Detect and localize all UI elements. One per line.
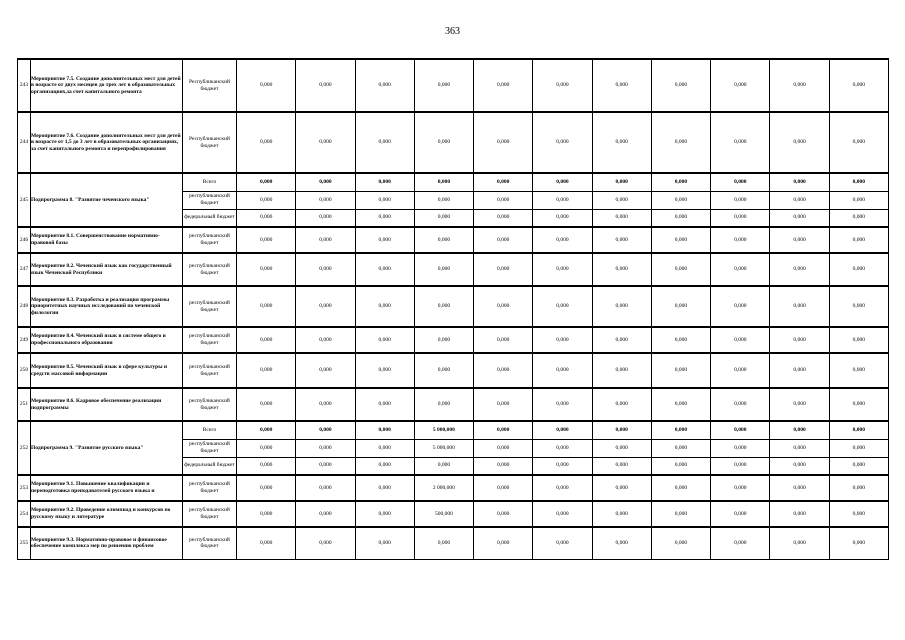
row-number: 255 [18,527,31,559]
amount-cell: 0,000 [414,253,473,286]
amount-cell: 0,000 [592,421,651,439]
amount-cell: 0,000 [533,388,592,421]
amount-cell: 0,000 [414,457,473,475]
table-row [18,501,889,527]
amount-cell: 0,000 [474,388,533,421]
row-name: Подпрограмма 9. "Развитие русского языка" [31,421,183,475]
amount-cell: 0,000 [651,501,710,527]
amount-cell: 0,000 [533,173,592,191]
amount-cell: 0,000 [237,457,296,475]
amount-cell: 0,000 [414,209,473,227]
amount-cell: 0,000 [355,475,414,501]
funding-source: республиканский бюджет [183,439,237,457]
amount-cell: 0,000 [355,59,414,112]
amount-cell: 0,000 [651,475,710,501]
amount-cell: 0,000 [829,388,888,421]
amount-cell: 0,000 [296,327,355,353]
amount-cell: 0,000 [474,421,533,439]
table-row [18,253,889,286]
amount-cell: 0,000 [414,191,473,209]
amount-cell: 0,000 [770,501,829,527]
amount-cell: 0,000 [533,527,592,559]
amount-cell: 0,000 [355,457,414,475]
row-number: 251 [18,388,31,421]
amount-cell: 0,000 [711,286,770,327]
amount-cell: 0,000 [474,191,533,209]
funding-source: Всего [183,421,237,439]
amount-cell: 0,000 [414,353,473,388]
amount-cell: 0,000 [592,388,651,421]
amount-cell: 0,000 [829,327,888,353]
row-name: Мероприятие 8.2. Чеченский язык как государственный язык Чеченской Республики [31,253,183,286]
amount-cell: 0,000 [414,173,473,191]
amount-cell: 0,000 [355,527,414,559]
amount-cell: 0,000 [414,227,473,253]
amount-cell: 0,000 [533,501,592,527]
amount-cell: 0,000 [651,439,710,457]
amount-cell: 0,000 [237,327,296,353]
amount-cell: 0,000 [533,457,592,475]
amount-cell: 0,000 [237,112,296,173]
row-name: Мероприятие 7.5. Создание дополнительных мест для детей в возрасте от двух месяцев до трех лет в образовательных организациях,за счет капитального ремонта [31,59,183,112]
amount-cell: 0,000 [237,388,296,421]
amount-cell: 0,000 [474,173,533,191]
amount-cell: 0,000 [651,527,710,559]
amount-cell: 500,000 [414,501,473,527]
funding-source: Республиканский бюджет [183,59,237,112]
funding-source: федеральный бюджет [183,457,237,475]
amount-cell: 0,000 [770,112,829,173]
amount-cell: 0,000 [711,112,770,173]
amount-cell: 0,000 [237,527,296,559]
amount-cell: 0,000 [355,253,414,286]
funding-source: федеральный бюджет [183,209,237,227]
amount-cell: 0,000 [533,353,592,388]
row-number: 245 [18,173,31,227]
row-number: 250 [18,353,31,388]
amount-cell: 0,000 [237,227,296,253]
amount-cell: 0,000 [414,59,473,112]
amount-cell: 0,000 [829,527,888,559]
row-name: Мероприятие 8.5. Чеченский язык в сфере культуры и средств массовой информации [31,353,183,388]
amount-cell: 0,000 [296,209,355,227]
funding-source: республиканский бюджет [183,475,237,501]
amount-cell: 0,000 [770,227,829,253]
amount-cell: 0,000 [355,353,414,388]
amount-cell: 0,000 [533,227,592,253]
amount-cell: 0,000 [296,439,355,457]
amount-cell: 0,000 [592,439,651,457]
funding-source: Республиканский бюджет [183,112,237,173]
amount-cell: 0,000 [533,253,592,286]
amount-cell: 0,000 [592,227,651,253]
amount-cell: 0,000 [770,527,829,559]
amount-cell: 0,000 [829,286,888,327]
amount-cell: 0,000 [414,527,473,559]
amount-cell: 0,000 [355,191,414,209]
funding-source: республиканский бюджет [183,286,237,327]
funding-source: республиканский бюджет [183,501,237,527]
amount-cell: 0,000 [474,286,533,327]
table-row [18,286,889,327]
row-name: Мероприятие 8.6. Кадровое обеспечение реализации подпрограммы [31,388,183,421]
amount-cell: 0,000 [592,457,651,475]
table-row [18,227,889,253]
amount-cell: 0,000 [296,173,355,191]
amount-cell: 0,000 [711,501,770,527]
amount-cell: 0,000 [770,475,829,501]
amount-cell: 0,000 [711,457,770,475]
amount-cell: 0,000 [296,112,355,173]
amount-cell: 0,000 [296,286,355,327]
amount-cell: 0,000 [592,501,651,527]
amount-cell: 0,000 [296,353,355,388]
row-name: Мероприятие 8.1. Совершенствование нормативно-правовой базы [31,227,183,253]
amount-cell: 0,000 [533,286,592,327]
amount-cell: 0,000 [474,209,533,227]
amount-cell: 0,000 [355,286,414,327]
amount-cell: 0,000 [770,209,829,227]
amount-cell: 0,000 [237,59,296,112]
amount-cell: 0,000 [711,209,770,227]
amount-cell: 0,000 [711,227,770,253]
amount-cell: 0,000 [533,112,592,173]
amount-cell: 0,000 [711,475,770,501]
budget-table [17,58,889,560]
amount-cell: 0,000 [474,475,533,501]
amount-cell: 0,000 [711,327,770,353]
row-name: Мероприятие 9.2. Проведение олимпиад и конкурсов по русскому языку и литературе [31,501,183,527]
amount-cell: 0,000 [533,421,592,439]
table-row [18,112,889,173]
amount-cell: 0,000 [711,421,770,439]
amount-cell: 0,000 [711,388,770,421]
row-number: 243 [18,59,31,112]
amount-cell: 0,000 [651,388,710,421]
amount-cell: 0,000 [237,253,296,286]
amount-cell: 0,000 [474,327,533,353]
table-row [18,327,889,353]
amount-cell: 0,000 [533,439,592,457]
funding-source: республиканский бюджет [183,527,237,559]
amount-cell: 0,000 [651,209,710,227]
amount-cell: 0,000 [533,59,592,112]
amount-cell: 0,000 [592,59,651,112]
amount-cell: 0,000 [592,209,651,227]
amount-cell: 0,000 [592,327,651,353]
amount-cell: 5 000,000 [414,421,473,439]
amount-cell: 0,000 [355,388,414,421]
amount-cell: 0,000 [533,209,592,227]
row-number: 254 [18,501,31,527]
amount-cell: 0,000 [237,173,296,191]
row-name: Подпрограмма 8. "Развитие чеченского языка" [31,173,183,227]
amount-cell: 0,000 [237,439,296,457]
amount-cell: 0,000 [414,286,473,327]
amount-cell: 0,000 [651,253,710,286]
row-name: Мероприятие 9.3. Нормативно-правовое и финансовое обеспечение комплекса мер по решению проблем [31,527,183,559]
amount-cell: 0,000 [474,353,533,388]
amount-cell: 0,000 [770,457,829,475]
table-row [18,388,889,421]
funding-source: республиканский бюджет [183,327,237,353]
amount-cell: 0,000 [355,227,414,253]
amount-cell: 0,000 [296,457,355,475]
amount-cell: 0,000 [829,439,888,457]
amount-cell: 0,000 [592,527,651,559]
row-name: Мероприятие 8.3. Разработка и реализация программы приоритетных научных исследований по чеченской филологии [31,286,183,327]
amount-cell: 0,000 [414,112,473,173]
amount-cell: 0,000 [474,59,533,112]
amount-cell: 0,000 [770,191,829,209]
amount-cell: 0,000 [829,59,888,112]
amount-cell: 0,000 [474,253,533,286]
table-row [18,527,889,559]
amount-cell: 0,000 [651,353,710,388]
amount-cell: 0,000 [237,353,296,388]
amount-cell: 0,000 [651,59,710,112]
amount-cell: 0,000 [592,353,651,388]
row-number: 253 [18,475,31,501]
funding-source: Всего [183,173,237,191]
amount-cell: 0,000 [592,475,651,501]
amount-cell: 0,000 [829,475,888,501]
amount-cell: 0,000 [770,421,829,439]
amount-cell: 0,000 [592,191,651,209]
table-row [18,421,889,439]
row-name: Мероприятие 7.6. Создание дополнительных мест для детей в возрасте от 1,5 до 3 лет в образовательных организациях, за счет капитального ремонта и перепрофилирования [31,112,183,173]
amount-cell: 0,000 [355,209,414,227]
row-number: 244 [18,112,31,173]
amount-cell: 0,000 [711,191,770,209]
amount-cell: 0,000 [474,501,533,527]
amount-cell: 0,000 [474,439,533,457]
amount-cell: 2 000,000 [414,475,473,501]
amount-cell: 0,000 [533,327,592,353]
amount-cell: 0,000 [296,527,355,559]
row-name: Мероприятие 9.1. Повышение квалификации и переподготовка преподавателей русского языка и [31,475,183,501]
amount-cell: 0,000 [355,327,414,353]
funding-source: республиканский бюджет [183,227,237,253]
amount-cell: 0,000 [296,501,355,527]
amount-cell: 0,000 [711,353,770,388]
amount-cell: 0,000 [651,421,710,439]
amount-cell: 0,000 [474,112,533,173]
amount-cell: 0,000 [711,173,770,191]
page-number: 363 [445,26,460,37]
amount-cell: 0,000 [770,59,829,112]
amount-cell: 0,000 [355,501,414,527]
row-number: 249 [18,327,31,353]
amount-cell: 0,000 [770,353,829,388]
amount-cell: 0,000 [296,227,355,253]
amount-cell: 0,000 [296,388,355,421]
amount-cell: 0,000 [770,253,829,286]
row-number: 247 [18,253,31,286]
amount-cell: 0,000 [829,353,888,388]
amount-cell: 0,000 [829,227,888,253]
amount-cell: 0,000 [355,439,414,457]
amount-cell: 0,000 [296,475,355,501]
amount-cell: 0,000 [237,421,296,439]
amount-cell: 0,000 [533,475,592,501]
amount-cell: 0,000 [414,327,473,353]
amount-cell: 0,000 [474,457,533,475]
amount-cell: 0,000 [829,501,888,527]
amount-cell: 0,000 [770,173,829,191]
funding-source: республиканский бюджет [183,191,237,209]
amount-cell: 0,000 [829,209,888,227]
amount-cell: 0,000 [355,112,414,173]
amount-cell: 0,000 [770,439,829,457]
amount-cell: 0,000 [711,253,770,286]
amount-cell: 5 000,000 [414,439,473,457]
amount-cell: 0,000 [829,191,888,209]
table-row [18,475,889,501]
amount-cell: 0,000 [651,327,710,353]
amount-cell: 0,000 [237,209,296,227]
amount-cell: 0,000 [829,112,888,173]
funding-source: республиканский бюджет [183,388,237,421]
amount-cell: 0,000 [414,388,473,421]
amount-cell: 0,000 [533,191,592,209]
amount-cell: 0,000 [711,439,770,457]
amount-cell: 0,000 [770,327,829,353]
amount-cell: 0,000 [711,59,770,112]
amount-cell: 0,000 [237,286,296,327]
amount-cell: 0,000 [296,191,355,209]
amount-cell: 0,000 [651,227,710,253]
amount-cell: 0,000 [651,191,710,209]
amount-cell: 0,000 [237,475,296,501]
row-number: 246 [18,227,31,253]
amount-cell: 0,000 [651,173,710,191]
funding-source: республиканский бюджет [183,353,237,388]
row-number: 248 [18,286,31,327]
amount-cell: 0,000 [355,173,414,191]
table-row [18,353,889,388]
row-number: 252 [18,421,31,475]
amount-cell: 0,000 [829,173,888,191]
amount-cell: 0,000 [711,527,770,559]
amount-cell: 0,000 [829,253,888,286]
amount-cell: 0,000 [237,501,296,527]
amount-cell: 0,000 [474,227,533,253]
amount-cell: 0,000 [237,191,296,209]
amount-cell: 0,000 [474,527,533,559]
amount-cell: 0,000 [296,253,355,286]
amount-cell: 0,000 [829,457,888,475]
amount-cell: 0,000 [651,457,710,475]
row-name: Мероприятие 8.4. Чеченский язык в системе общего и профессионального образования [31,327,183,353]
amount-cell: 0,000 [770,388,829,421]
amount-cell: 0,000 [651,286,710,327]
funding-source: республиканский бюджет [183,253,237,286]
table-row [18,59,889,112]
amount-cell: 0,000 [651,112,710,173]
amount-cell: 0,000 [592,173,651,191]
amount-cell: 0,000 [592,112,651,173]
amount-cell: 0,000 [829,421,888,439]
amount-cell: 0,000 [770,286,829,327]
amount-cell: 0,000 [592,286,651,327]
amount-cell: 0,000 [296,421,355,439]
amount-cell: 0,000 [592,253,651,286]
amount-cell: 0,000 [296,59,355,112]
amount-cell: 0,000 [355,421,414,439]
table-row [18,173,889,191]
